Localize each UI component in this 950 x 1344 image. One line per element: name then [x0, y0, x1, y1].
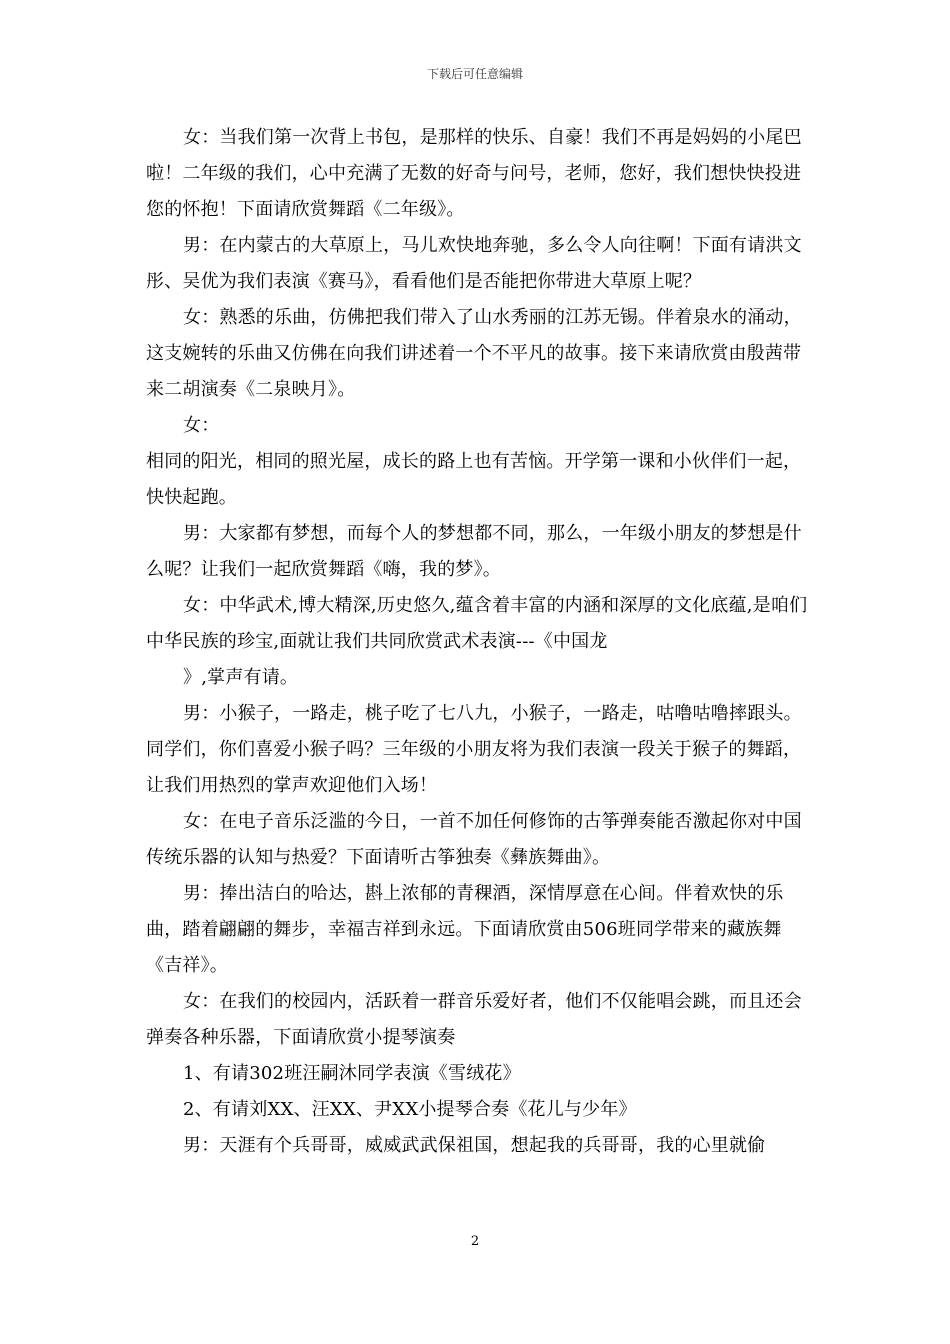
paragraph-11: 男：捧出洁白的哈达，斟上浓郁的青稞酒，深情厚意在心间。伴着欢快的乐曲，踏着翩翩的舞步，幸福吉祥到永远。下面请欣赏由506班同学带来的藏族舞《吉祥》。: [146, 883, 784, 976]
paragraph-2: 男：在内蒙古的大草原上，马儿欢快地奔驰，多么令人向往啊！下面有请洪文彤、吴优为我们表演《赛马》，看看他们是否能把你带进大草原上呢？: [146, 235, 802, 292]
paragraph-1: 女：当我们第一次背上书包，是那样的快乐、自豪！我们不再是妈妈的小尾巴啦！二年级的我们，心中充满了无数的好奇与问号，老师，您好，我们想快快投进您的怀抱！下面请欣赏舞蹈《二年级》。: [146, 127, 802, 220]
paragraph-7: 女：中华武术,博大精深,历史悠久,蕴含着丰富的内涵和深厚的文化底蕴,是咱们中华民族的珍宝,面就让我们共同欣赏武术表演---《中国龙: [146, 595, 808, 652]
paragraph-5: 相同的阳光，相同的照光屋，成长的路上也有苦恼。开学第一课和小伙伴们一起，快快起跑。: [146, 451, 802, 508]
list-item-2: 2、有请刘XX、汪XX、尹XX小提琴合奏《花儿与少年》: [183, 1099, 637, 1120]
paragraph-3: 女：熟悉的乐曲，仿佛把我们带入了山水秀丽的江苏无锡。伴着泉水的涌动，这支婉转的乐曲又仿佛在向我们讲述着一个不平凡的故事。接下来请欣赏由殷茜带来二胡演奏《二泉映月》。: [146, 307, 802, 400]
paragraph-10: 女：在电子音乐泛滥的今日，一首不加任何修饰的古筝弹奏能否激起你对中国传统乐器的认知与热爱？下面请听古筝独奏《彝族舞曲》。: [146, 811, 802, 868]
page-number: 2: [470, 1234, 480, 1249]
paragraph-9: 男：小猴子，一路走，桃子吃了七八九，小猴子，一路走，咕噜咕噜摔跟头。同学们，你们喜爱小猴子吗？三年级的小朋友将为我们表演一段关于猴子的舞蹈，让我们用热烈的掌声欢迎他们入场！: [146, 703, 802, 796]
list-item-1: 1、有请302班汪嗣沐同学表演《雪绒花》: [183, 1063, 521, 1084]
paragraph-8: 》,掌声有请。: [183, 667, 299, 688]
page-header: 下载后可任意编辑: [426, 67, 523, 81]
paragraph-4: 女：: [183, 415, 220, 436]
paragraph-13: 男：天涯有个兵哥哥，威威武武保祖国，想起我的兵哥哥，我的心里就偷: [183, 1135, 766, 1156]
paragraph-6: 男：大家都有梦想，而每个人的梦想都不同，那么，一年级小朋友的梦想是什么呢？让我们一起欣赏舞蹈《嗨，我的梦》。: [146, 523, 802, 580]
paragraph-12: 女：在我们的校园内，活跃着一群音乐爱好者，他们不仅能唱会跳，而且还会弹奏各种乐器，下面请欣赏小提琴演奏: [146, 991, 802, 1048]
document-body: [146, 120, 810, 1164]
